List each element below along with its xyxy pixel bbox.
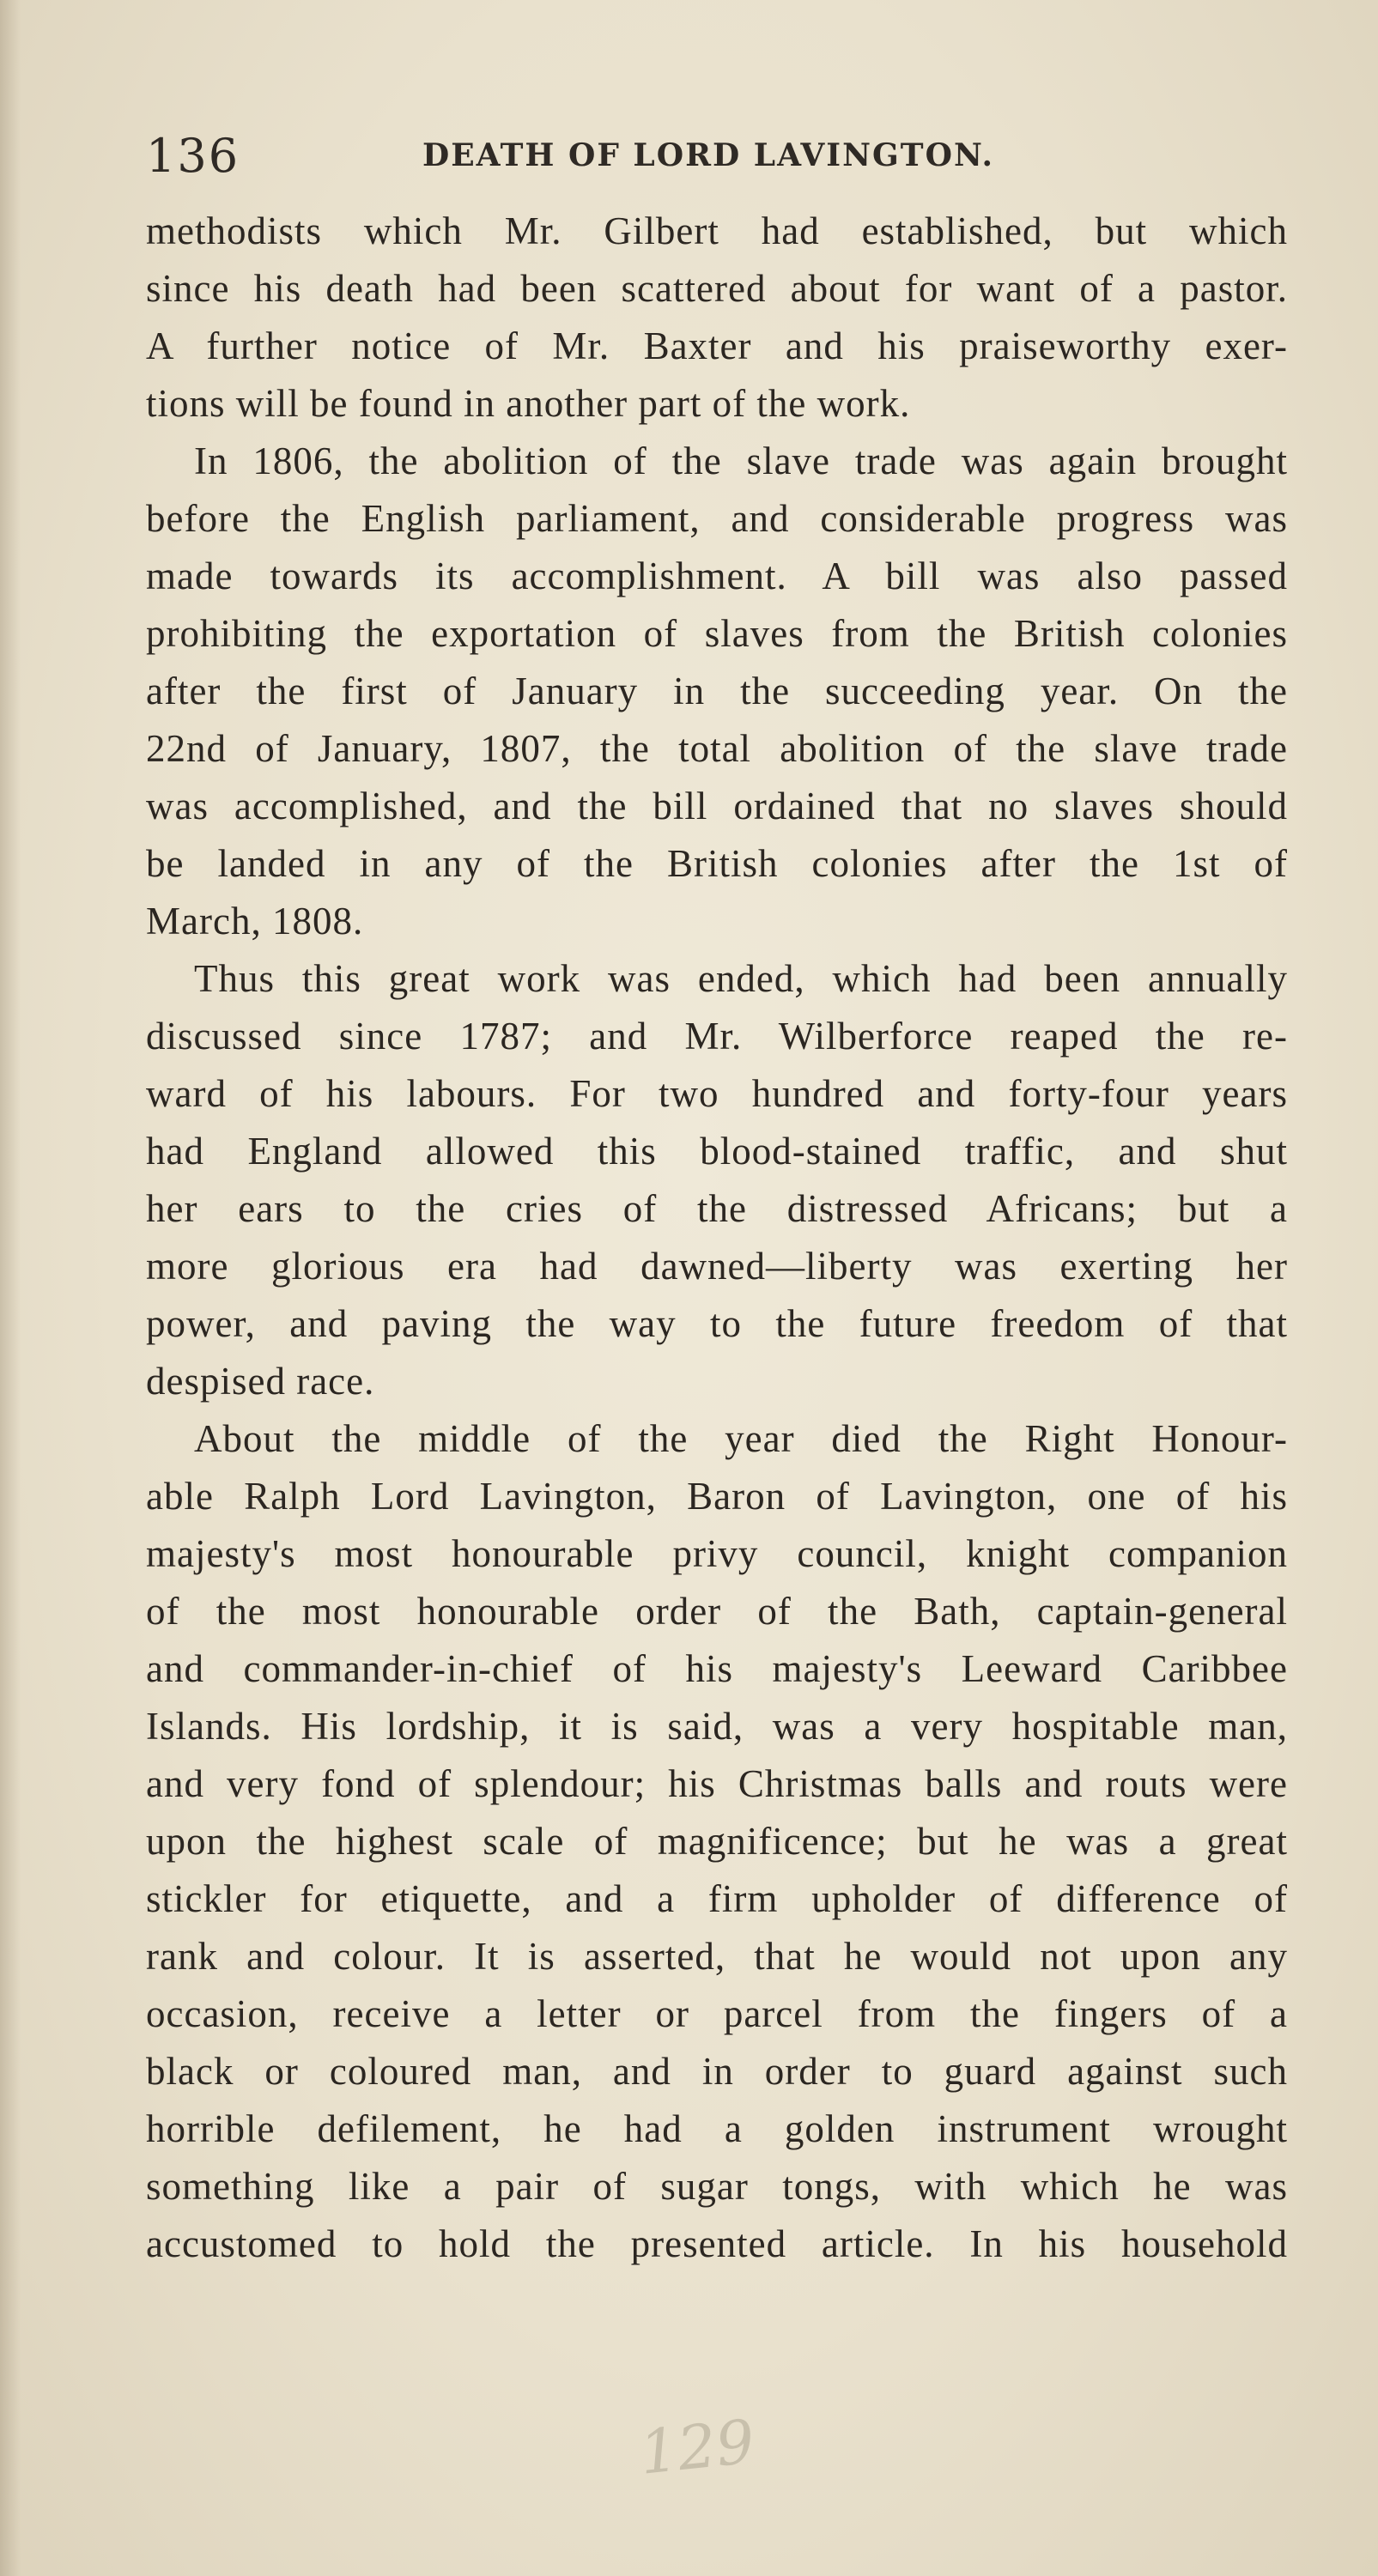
text-line: ward of his labours. For two hundred and forty-four years — [146, 1072, 1288, 1115]
text-line: her ears to the cries of the distressed Africans; but a — [146, 1187, 1288, 1230]
text-line: was accomplished, and the bill ordained that no slaves should — [146, 785, 1288, 827]
text-line: rank and colour. It is asserted, that he would not upon any — [146, 1935, 1288, 1978]
text-line: accustomed to hold the presented article. In his household — [146, 2222, 1288, 2265]
text-line: since his death had been scattered about for want of a pastor. — [146, 267, 1288, 310]
text-line: had England allowed this blood-stained traffic, and shut — [146, 1130, 1288, 1173]
text-line: occasion, receive a letter or parcel from the fingers of a — [146, 1992, 1288, 2035]
text-line: discussed since 1787; and Mr. Wilberforce reaped the re- — [146, 1015, 1288, 1058]
text-line: something like a pair of sugar tongs, with which he was — [146, 2165, 1288, 2208]
text-line: more glorious era had dawned—liberty was exerting her — [146, 1245, 1288, 1288]
text-line: despised race. — [146, 1360, 375, 1403]
handwritten-folio-mark: 129 — [636, 2406, 758, 2488]
text-line: Thus this great work was ended, which had been annually — [194, 957, 1288, 1000]
text-line: In 1806, the abolition of the slave trade was again brought — [194, 439, 1288, 482]
text-line: upon the highest scale of magnificence; but he was a great — [146, 1820, 1288, 1863]
text-line: able Ralph Lord Lavington, Baron of Lavington, one of his — [146, 1475, 1288, 1518]
text-line: March, 1808. — [146, 900, 364, 943]
text-line: 22nd of January, 1807, the total abolition of the slave trade — [146, 727, 1288, 770]
text-line: majesty's most honourable privy council, knight companion — [146, 1532, 1288, 1575]
page-header — [146, 129, 1288, 189]
text-line: prohibiting the exportation of slaves from the British colonies — [146, 612, 1288, 655]
text-line: power, and paving the way to the future freedom of that — [146, 1302, 1288, 1345]
body-text — [146, 203, 1288, 2273]
page-gutter-shadow — [0, 0, 21, 2576]
text-line: stickler for etiquette, and a firm upholder of difference of — [146, 1877, 1288, 1920]
page-number: 136 — [146, 129, 240, 183]
text-line: and very fond of splendour; his Christmas balls and routs were — [146, 1762, 1288, 1805]
text-line: Islands. His lordship, it is said, was a very hospitable man, — [146, 1705, 1288, 1748]
text-line: About the middle of the year died the Right Honour- — [194, 1417, 1288, 1460]
text-line: methodists which Mr. Gilbert had established, but which — [146, 209, 1288, 252]
text-line: made towards its accomplishment. A bill was also passed — [146, 555, 1288, 597]
text-line: be landed in any of the British colonies after the 1st of — [146, 842, 1288, 885]
text-line: A further notice of Mr. Baxter and his praiseworthy exer- — [146, 324, 1288, 367]
text-line: and commander-in-chief of his majesty's Leeward Caribbee — [146, 1647, 1288, 1690]
text-line: tions will be found in another part of the work. — [146, 382, 911, 425]
text-line: after the first of January in the succeeding year. On the — [146, 670, 1288, 712]
text-line: of the most honourable order of the Bath, captain-general — [146, 1590, 1288, 1633]
running-head: DEATH OF LORD LAVINGTON. — [422, 137, 995, 173]
text-line: black or coloured man, and in order to guard against such — [146, 2050, 1288, 2093]
text-line: before the English parliament, and considerable progress was — [146, 497, 1288, 540]
text-line: horrible defilement, he had a golden instrument wrought — [146, 2107, 1288, 2150]
